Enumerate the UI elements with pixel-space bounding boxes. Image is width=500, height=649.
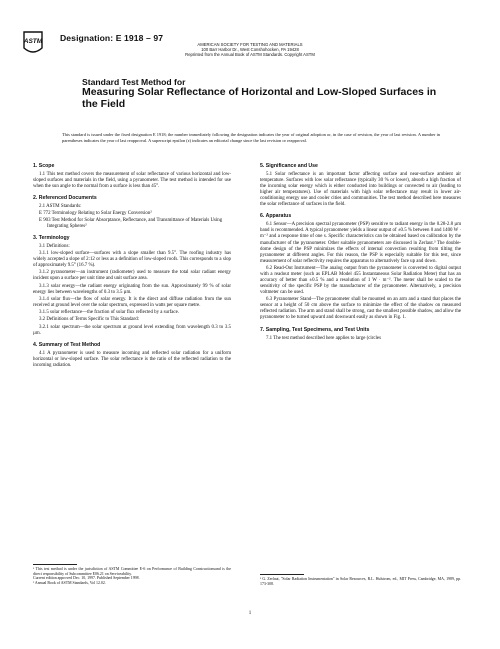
section-heading: 3. Terminology	[33, 234, 70, 241]
paragraph: 4.1 A pyranometer is used to measure incoming and reflected solar radiation for a uniform horizontal or low-sloped surface. The solar reflectance is the ratio of the reflected radiation to the incoming radiation.	[33, 350, 231, 368]
footnote: ¹ This test method is under the jurisdiction of ASTM Committee E-6 on Performance of Building Constructionsand is the direct responsibility of Subcommittee E06.21 on Serviceability.	[33, 567, 231, 576]
standard-notice: This standard is issued under the fixed designation E 1918; the number immediately following the designation indicates the year of original adoption or, in the case of revision, the year of last revision. A number in parentheses indicates the year of last reapproval. A superscript epsilon (ε) indicates an editorial change since the last revision or reapproval.	[62, 132, 440, 143]
title-main: Measuring Solar Reflectance of Horizontal and Low-Sloped Surfaces in the Field	[82, 86, 437, 110]
publisher-line: AMERICAN SOCIETY FOR TESTING AND MATERIALS	[197, 42, 303, 47]
section-heading: 4. Summary of Test Method	[33, 341, 101, 348]
footnote-rule	[33, 564, 77, 565]
title-kind: Standard Test Method for	[82, 77, 186, 87]
section-heading: 1. Scope	[33, 163, 55, 169]
footnotes-left	[33, 567, 231, 586]
paragraph: 3.1 Definitions:	[39, 243, 70, 249]
section-heading: 2. Referenced Documents	[33, 195, 97, 202]
designation: Designation: E 1918 – 97	[60, 33, 164, 43]
paragraph: 3.2.1 solar spectrum—the solar spectrum at ground level extending from wavelength 0.3 to 3.5 µm.	[33, 324, 231, 336]
publisher-line: 100 Barr Harbor Dr., West Conshohocken, PA 19428	[201, 47, 299, 53]
section-heading: 7. Sampling, Test Specimens, and Test Units	[260, 326, 370, 333]
paragraph: 3.1.2 pyranometer—an instrument (radiometer) used to measure the total solar radiant energy incident upon a surface per unit time and unit surface area.	[33, 270, 231, 282]
paragraph: 6.1 Sensor—A precision spectral pyranometer (PSP) sensitive to radiant energy in the 0.28-2.8 µm band is recommended. A typical pyranometer yields a linear output of ±0.5 % between 0 and 1400 W · m⁻² and a response time of one s. Specific characteristics can be obtained based on calibration by the manufacturer of the pyranometer. Other suitable pyranometers are discussed in Zerlaut.³ The double-dome design of the PSP minimizes the effects of internal convection resulting from tilting the pyranometer at different angles. For this reason, the PSP is especially suitable for this test, since measurement of solar reflectivity requires the apparatus to alternatively face up and down.	[260, 222, 461, 264]
footnote: ³ G. Zerlaut, "Solar Radiation Instrumentation" in Solar Resources, R.L. Hulstrom, ed., MIT Press, Cambridge, MA, 1989, pp. 173-308.	[260, 577, 461, 586]
footnote-rule	[260, 574, 304, 575]
paragraph: 2.1 ASTM Standards:	[39, 204, 82, 210]
publisher-block	[0, 42, 500, 58]
paragraph: 3.1.5 solar reflectance—the fraction of solar flux reflected by a surface.	[39, 310, 179, 316]
paragraph: 6.3 Pyranometer Stand—The pyranometer shall be mounted on an arm and a stand that places the sensor at a height of 50 cm above the surface to minimize the effect of the shadow on measured reflected radiation. The arm and stand shall be strong, cast the smallest possible shadow, and allow the pyranometer to be turned upward and downward easily as shown in Fig. 1.	[260, 297, 461, 321]
right-column	[260, 163, 461, 343]
section-heading: 6. Apparatus	[260, 213, 292, 220]
publisher-line: Reprinted from the Annual Book of ASTM Standards. Copyright ASTM	[185, 52, 315, 58]
reference-item: E 903 Test Method for Solar Absorptance, Reflectance, and Transmittance of Materials Using Integrating Spheres²	[39, 217, 223, 229]
paragraph: 3.1.1 low-sloped surface—surfaces with a slope smaller than 9.5°. The roofing industry has widely accepted a slope of 2:12 or less as a definition of low-sloped roofs. This corresponds to a slop of approximately 9.5° (16.7 %).	[33, 250, 231, 268]
footnote: Current edition approved Dec. 10, 1997. Published September 1998.	[33, 576, 140, 581]
paragraph: 6.2 Read-Out Instrument—The analog output from the pyranometer is converted to digital output with a readout meter (such as EPLAB Model 455 Instantaneous Solar Radiation Meter) that has an accuracy of better than ±0.5 % and a resolution of 1 W · m⁻². The meter shall be scaled to the sensitivity of the specific PSP by the manufacturer of the pyranometer. Alternatively, a precision voltmeter can be used.	[260, 265, 461, 296]
left-column	[33, 163, 231, 370]
paragraph: 1.1 This test method covers the measurement of solar reflectance of various horizontal and low-sloped surfaces and materials in the field, using a pyranometer. The test method is intended for use when the sun angle to the normal from a surface is less than 45°.	[33, 172, 231, 190]
footnote: ² Annual Book of ASTM Standards, Vol 12.02.	[33, 581, 106, 586]
paragraph: 3.1.3 solar energy—the radiant energy originating from the sun. Approximately 99 % of solar energy lies between wavelengths of 0.3 to 3.5 µm.	[33, 283, 231, 295]
reference-item: E 772 Terminology Relating to Solar Energy Conversion²	[39, 211, 152, 217]
paragraph: 7.1 The test method described here applies to large (circles	[266, 335, 381, 341]
paragraph: 3.1.4 solar flux—the flow of solar energy. It is the direct and diffuse radiation from the sun received at ground level over the solar spectrum, expressed in watts per square metre.	[33, 296, 231, 308]
paragraph: 3.2 Definitions of Terms Specific to This Standard:	[39, 317, 139, 323]
document-title	[82, 77, 442, 110]
svg-text:ASTM: ASTM	[23, 38, 43, 45]
paragraph: 5.1 Solar reflectance is an important factor affecting surface and near-surface ambient air temperature. Surfaces with low solar reflectance (typically 30 % or lower), absorb a high fraction of the incoming solar energy which is either conducted into buildings or convected to air (leading to higher air temperatures). Use of materials with high solar reflectance may result in lower air-conditioning energy use and cooler cities and communities. The test method described here measures the solar reflectance of surfaces in the field.	[260, 172, 461, 208]
section-heading: 5. Significance and Use	[260, 163, 318, 169]
footnotes-right	[260, 577, 461, 586]
page-number: 1	[248, 611, 252, 616]
